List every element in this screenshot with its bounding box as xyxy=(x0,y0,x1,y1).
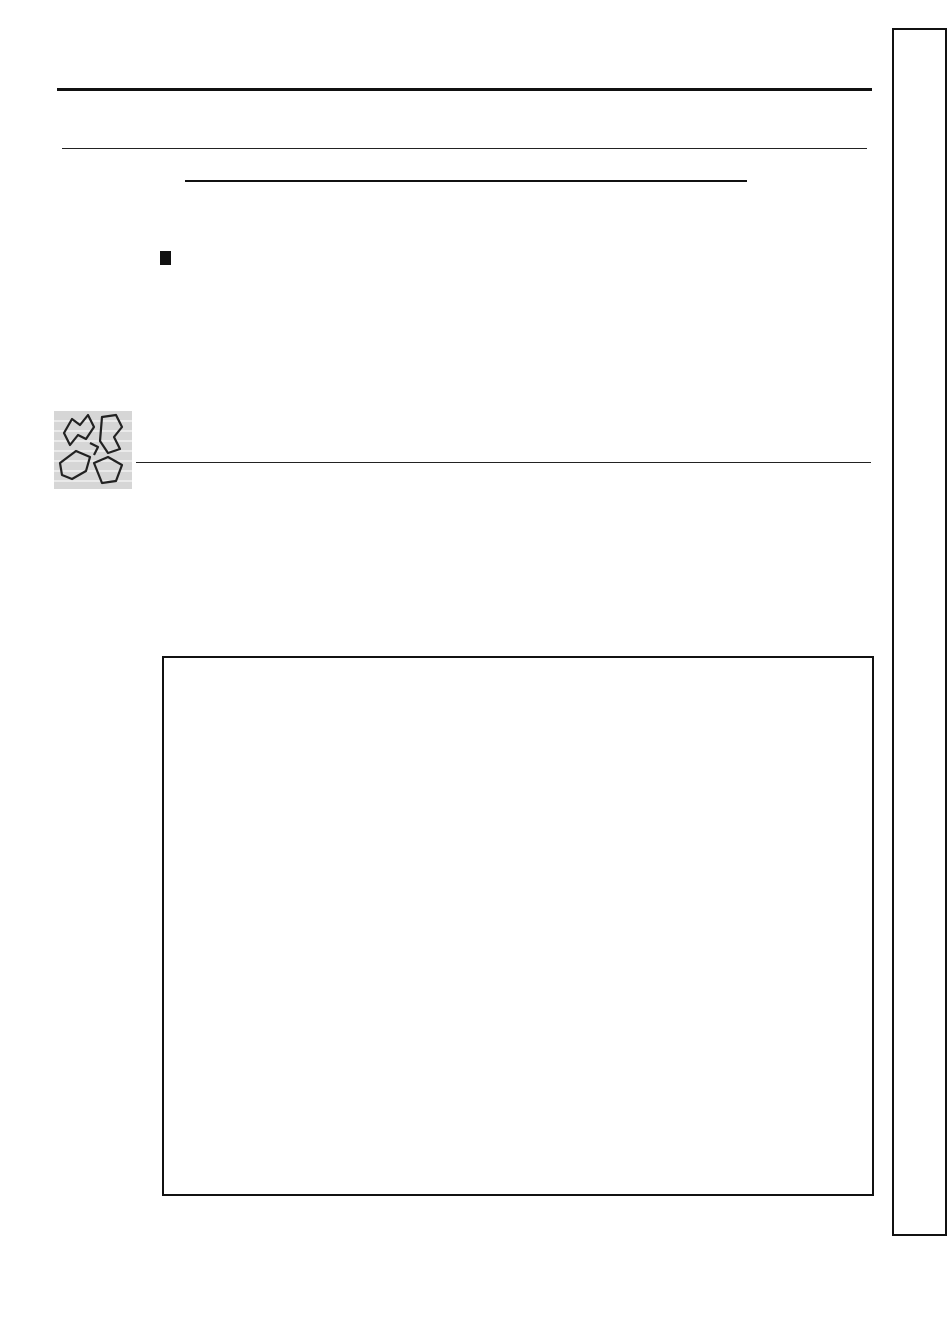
bullet-square-icon xyxy=(160,254,171,265)
table-cell xyxy=(185,181,257,202)
washer-drum-icon xyxy=(50,405,136,491)
column-header xyxy=(537,162,747,181)
sorting-table xyxy=(185,162,747,242)
table-cell xyxy=(257,181,467,202)
table-cell xyxy=(185,222,257,242)
table-cell xyxy=(537,181,747,202)
sorting-bullet-list xyxy=(160,248,870,251)
table-cell xyxy=(467,181,537,202)
loading-examples-table xyxy=(162,656,874,1196)
table-cell xyxy=(467,202,537,222)
table-cell xyxy=(537,222,747,242)
table-row xyxy=(185,181,747,202)
header-rule xyxy=(57,88,872,91)
table-cell xyxy=(537,202,747,222)
loading-rule xyxy=(136,462,871,463)
column-header xyxy=(257,162,467,181)
table-row xyxy=(163,657,873,1195)
table-row xyxy=(185,222,747,242)
sorting-table-header xyxy=(185,162,747,181)
table-cell xyxy=(185,202,257,222)
column-header xyxy=(467,162,537,181)
table-cell xyxy=(257,202,467,222)
table-cell xyxy=(467,222,537,242)
sorting-rule xyxy=(62,148,867,149)
table-row xyxy=(185,202,747,222)
column-header xyxy=(185,162,257,181)
side-tabs xyxy=(892,28,947,1236)
table-cell xyxy=(257,222,467,242)
